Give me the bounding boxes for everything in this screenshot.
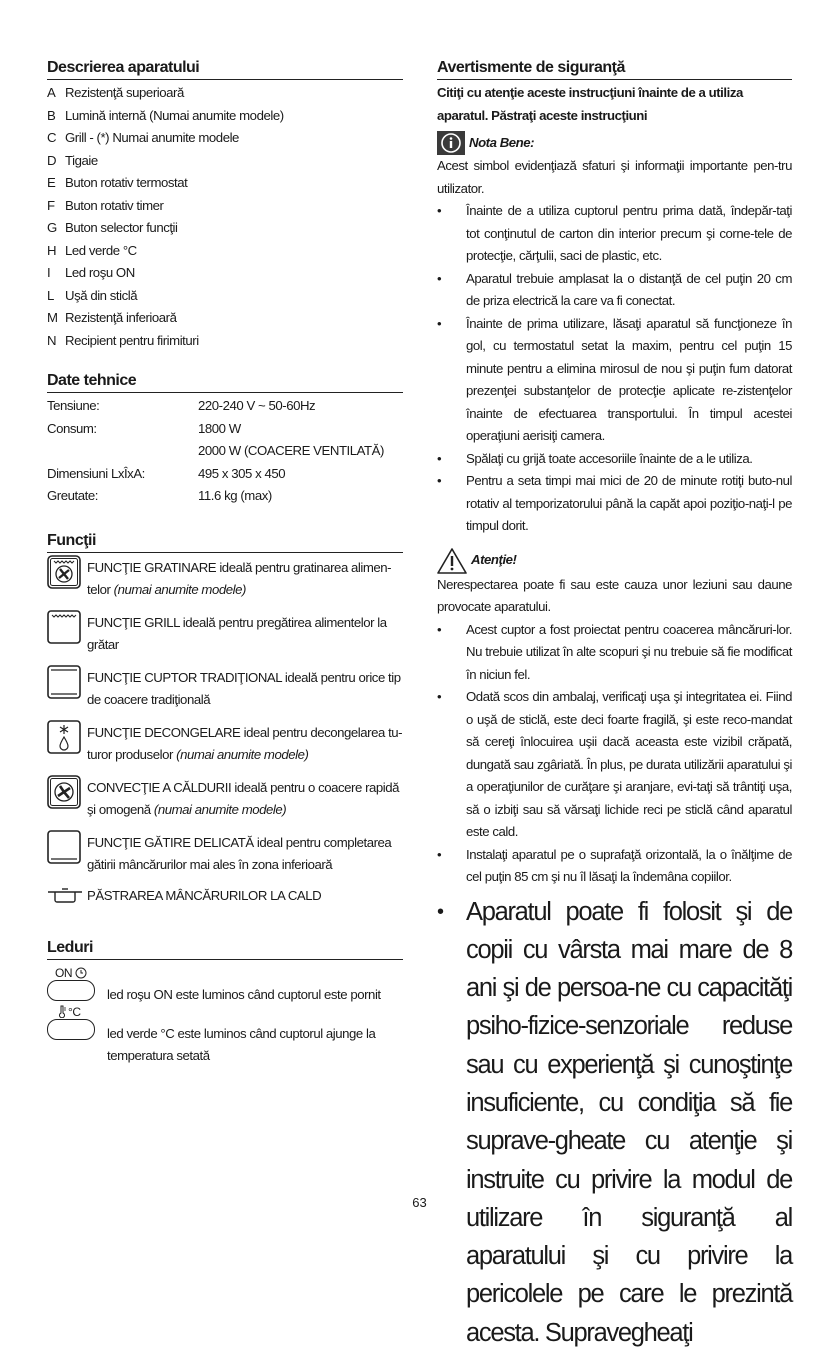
led-temp-label: °C xyxy=(68,1001,81,1024)
pot-icon xyxy=(47,888,83,904)
warning-icon xyxy=(437,548,467,574)
function-keep-warm: PĂSTRAREA MÂNCĂRURILOR LA CALD xyxy=(47,885,403,908)
list-item: G Buton selector funcţii xyxy=(47,217,403,240)
list-item: D Tigaie xyxy=(47,150,403,173)
led-red-indicator xyxy=(47,962,97,1006)
list-item: • Acest cuptor a fost proiectat pentru coacerea mâncăruri-lor. Nu trebuie utilizat în alte scopuri şi nu trebuie să fie modificat în niciun fel. xyxy=(437,619,792,687)
tech-table xyxy=(47,395,403,508)
power-value-ventilated: 2000 W (COACERE VENTILATĂ) xyxy=(198,440,384,463)
function-delicate: FUNCŢIE GĂTIRE DELICATĂ ideal pentru completarea gătirii mâncărurilor mai ales în zona inferioară xyxy=(47,832,403,877)
nota-bene-label: Nota Bene: xyxy=(469,132,534,155)
list-item: I Led roşu ON xyxy=(47,262,403,285)
description-heading: Descrierea aparatului xyxy=(47,58,403,80)
list-item: M Rezistenţă inferioară xyxy=(47,307,403,330)
list-item: E Buton rotativ termostat xyxy=(47,172,403,195)
right-column xyxy=(437,58,792,1352)
voltage-label: Tensiune: xyxy=(47,395,198,418)
large-warning-paragraph: • Aparatul poate fi folosit şi de copii cu vârsta mai mare de 8 ani şi de persoa-ne cu capacităţi psiho-fizice-senzoriale reduse sau cu experienţă şi cunoştinţe insuficiente, cu condiţia să fie suprave-gheate cu atenţie şi instruite cu privire la modul de utilizare în siguranţă al aparatului şi cu privire la pericolele pe care le prezintă acesta. Supravegheaţi xyxy=(437,893,792,1352)
nota-bene-text: Acest simbol evidenţiază sfaturi şi informaţii importante pen-tru utilizator. xyxy=(437,155,792,200)
list-item: • Înainte de prima utilizare, lăsaţi aparatul să funcţioneze în gol, cu termostatul setat la maxim, pentru cel puţin 15 minute pentru a elimina mirosul de nou şi puţin fum datorat prezenţei substanţelor de protecţie aplicate re-zistenţelor înainte de efectuarea transportului. În timpul acestei operaţiuni aerisiţi camera. xyxy=(437,313,792,448)
function-defrost: FUNCŢIE DECONGELARE ideal pentru decongelarea tu-turor produselor (numai anumite modele) xyxy=(47,722,403,767)
list-item: • Aparatul trebuie amplasat la o distanţă de cel puţin 20 cm de priza electrică la care va fi conectat. xyxy=(437,268,792,313)
list-item: F Buton rotativ timer xyxy=(47,195,403,218)
list-item: • Spălaţi cu grijă toate accesoriile înainte de a le utiliza. xyxy=(437,448,792,471)
grill-fan-icon xyxy=(47,555,81,589)
safety-intro: Citiţi cu atenţie aceste instrucţiuni înainte de a utiliza aparatul. Păstraţi aceste instrucţiuni xyxy=(437,82,792,127)
list-item: A Rezistenţă superioară xyxy=(47,82,403,105)
function-gratinare: FUNCŢIE GRATINARE ideală pentru gratinarea alimen-telor (numai anumite modele) xyxy=(47,557,403,602)
led-on-label: ON xyxy=(55,962,72,985)
function-grill: FUNCŢIE GRILL ideală pentru pregătirea alimentelor la grătar xyxy=(47,612,403,657)
function-convection: CONVECŢIE A CĂLDURII ideală pentru o coacere rapidă şi omogenă (numai anumite modele) xyxy=(47,777,403,822)
led-lamp-red xyxy=(47,980,95,1001)
dimensions-value: 495 x 305 x 450 xyxy=(198,463,285,486)
list-item: • Pentru a seta timpi mai mici de 20 de minute rotiţi buto-nul rotativ al temporizatorului până la capăt apoi poziţio-naţi-l pe timpul dorit. xyxy=(437,470,792,538)
power-value: 1800 W xyxy=(198,418,241,441)
list-item: N Recipient pentru firimituri xyxy=(47,330,403,353)
oven-bottom-icon xyxy=(47,830,81,864)
attention-header xyxy=(437,548,792,574)
led-red-text: led roşu ON este luminos când cuptorul este pornit xyxy=(107,962,403,1007)
fan-icon xyxy=(47,775,81,809)
page-number: 63 xyxy=(0,1195,839,1210)
grill-icon xyxy=(47,610,81,644)
led-green-text: led verde °C este luminos când cuptorul ajunge la temperatura setată xyxy=(107,1001,403,1068)
weight-label: Greutate: xyxy=(47,485,198,508)
leds-heading: Leduri xyxy=(47,938,403,960)
attention-text: Nerespectarea poate fi sau este cauza unor leziuni sau daune provocate aparatului. xyxy=(437,574,792,619)
list-item: C Grill - (*) Numai anumite modele xyxy=(47,127,403,150)
oven-top-bottom-icon xyxy=(47,665,81,699)
defrost-icon xyxy=(47,720,81,754)
attention-label: Atenţie! xyxy=(471,549,517,572)
info-icon xyxy=(437,131,465,155)
function-traditional: FUNCŢIE CUPTOR TRADIŢIONAL ideală pentru orice tip de coacere tradiţională xyxy=(47,667,403,712)
tech-heading: Date tehnice xyxy=(47,371,403,393)
safety-heading: Avertismente de siguranţă xyxy=(437,58,792,80)
list-item: • Instalaţi aparatul pe o suprafaţă orizontală, la o înălţime de cel puţin 85 cm şi nu îl lăsaţi la îndemâna copiilor. xyxy=(437,844,792,889)
list-item: • Odată scos din ambalaj, verificaţi uşa şi integritatea ei. Fiind o uşă de sticlă, este deci foarte fragilă, şi este reco-mandat să cereţi înlocuirea uşii dacă aceasta este vizibil crăpată, dungată sau zgâriată. În plus, pe durata utilizării aparatului şi a operaţiunilor de curăţare şi aranjare, evi-taţi să trântiţi uşa, să o izbiţi sau să vărsaţi lichide reci pe sticlă când aparatul este cald. xyxy=(437,686,792,844)
clock-icon xyxy=(75,967,87,979)
weight-value: 11.6 kg (max) xyxy=(198,485,272,508)
list-item: H Led verde °C xyxy=(47,240,403,263)
led-lamp-green xyxy=(47,1019,95,1040)
attention-list xyxy=(437,619,792,889)
left-column xyxy=(47,58,403,1068)
led-green-row xyxy=(47,1001,403,1068)
functions-heading: Funcţii xyxy=(47,531,403,553)
list-item: B Lumină internă (Numai anumite modele) xyxy=(47,105,403,128)
description-list xyxy=(47,82,403,352)
led-green-indicator xyxy=(47,1001,97,1045)
power-label: Consum: xyxy=(47,418,198,441)
list-item: L Uşă din sticlă xyxy=(47,285,403,308)
nota-bene-header xyxy=(437,131,792,155)
voltage-value: 220-240 V ~ 50-60Hz xyxy=(198,395,315,418)
nota-bene-list xyxy=(437,200,792,538)
list-item: • Înainte de a utiliza cuptorul pentru prima dată, îndepăr-taţi tot conţinutul de carton din interior precum şi corne-tele de protecţie, cărţulii, saci de plastic, etc. xyxy=(437,200,792,268)
dimensions-label: Dimensiuni LxÎxA: xyxy=(47,463,198,486)
thermometer-icon xyxy=(57,1005,67,1018)
